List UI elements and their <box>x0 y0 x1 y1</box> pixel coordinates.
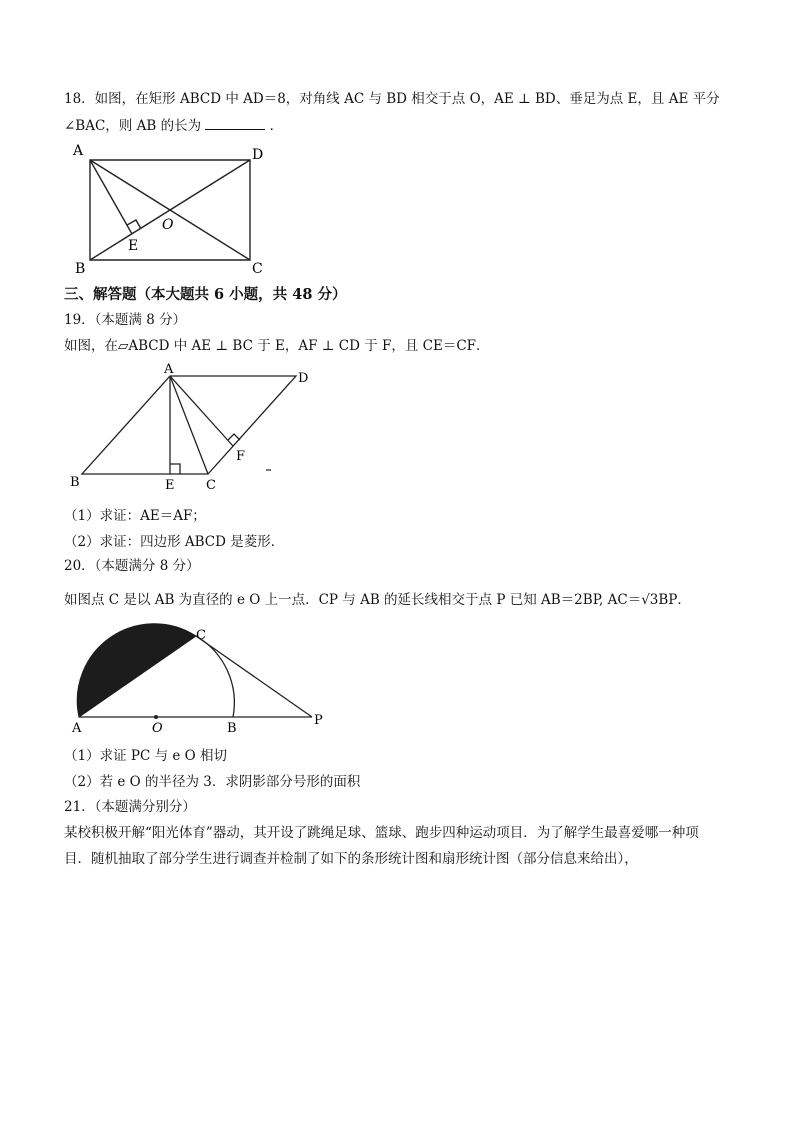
label-a: A <box>73 143 84 159</box>
rectangle-figure <box>70 140 270 278</box>
label-e: E <box>165 478 175 493</box>
q20-header: 20．（本题满分 8 分） <box>64 558 200 574</box>
right-angle-mark-f <box>228 434 240 440</box>
q19-part2: （2）求证：四边形 ABCD 是菱形． <box>64 534 285 550</box>
label-o: O <box>152 721 163 736</box>
center-point-o <box>154 715 158 719</box>
q18-text-line2-pre: ∠BAC，则 AB 的长为 <box>64 118 202 134</box>
label-b: B <box>75 261 86 277</box>
label-e: E <box>128 238 139 254</box>
right-angle-mark-e <box>170 464 180 474</box>
shaded-segment <box>77 624 196 717</box>
line-cp <box>196 636 312 717</box>
q20-stem: 如图点 C 是以 AB 为直径的 e O 上一点．CP 与 AB 的延长线相交于点 P 已知 AB＝2BP, AC＝√3BP． <box>64 592 691 608</box>
label-b: B <box>227 721 237 736</box>
q19-stem: 如图，在▱ABCD 中 AE ⊥ BC 于 E，AF ⊥ CD 于 F，且 CE＝CF． <box>64 338 490 354</box>
q20-part2: （2）若 e O 的半径为 3．求阴影部分号形的面积 <box>64 774 361 790</box>
label-b: B <box>70 475 80 490</box>
label-d: D <box>298 371 309 386</box>
arc-cb <box>196 636 234 717</box>
parallelogram-figure <box>66 362 316 494</box>
segment-af <box>170 376 233 446</box>
label-c: C <box>206 478 216 493</box>
label-a: A <box>72 721 82 736</box>
semicircle-figure <box>66 622 336 740</box>
label-a: A <box>164 362 174 377</box>
q19-header: 19．（本题满 8 分） <box>64 312 187 328</box>
q21-text-line1: 某校积极开解“阳光体育”器动，其开设了跳绳足球、篮球、跑步四种运动项目．为了解学生最喜爱哪一种项 <box>64 825 699 841</box>
q18-text-line2-post: ． <box>269 118 284 134</box>
label-o: O <box>162 217 174 233</box>
q18-text-line2 <box>64 117 283 135</box>
label-c: C <box>196 628 206 643</box>
q18-text-line1: 18．如图，在矩形 ABCD 中 AD＝8，对角线 AC 与 BD 相交于点 O，AE ⊥ BD、垂足为点 E，且 AE 平分 <box>64 91 720 107</box>
section-heading: 三、解答题（本大题共 6 小题，共 48 分） <box>64 286 347 303</box>
q21-header: 21．（本题满分别分） <box>64 799 196 815</box>
segment-ac <box>170 376 208 474</box>
q20-part1: （1）求证 PC 与 e O 相切 <box>64 748 228 764</box>
label-c: C <box>252 261 263 277</box>
q19-part1: （1）求证：AE＝AF； <box>64 508 206 524</box>
answer-blank[interactable] <box>205 117 265 130</box>
label-d: D <box>252 147 264 163</box>
label-f: F <box>236 449 246 464</box>
segment-ae <box>90 160 132 234</box>
label-p: P <box>314 713 323 728</box>
q21-text-line2: 目．随机抽取了部分学生进行调查并检制了如下的条形统计图和扇形统计图（部分信息来给出）， <box>64 851 638 867</box>
